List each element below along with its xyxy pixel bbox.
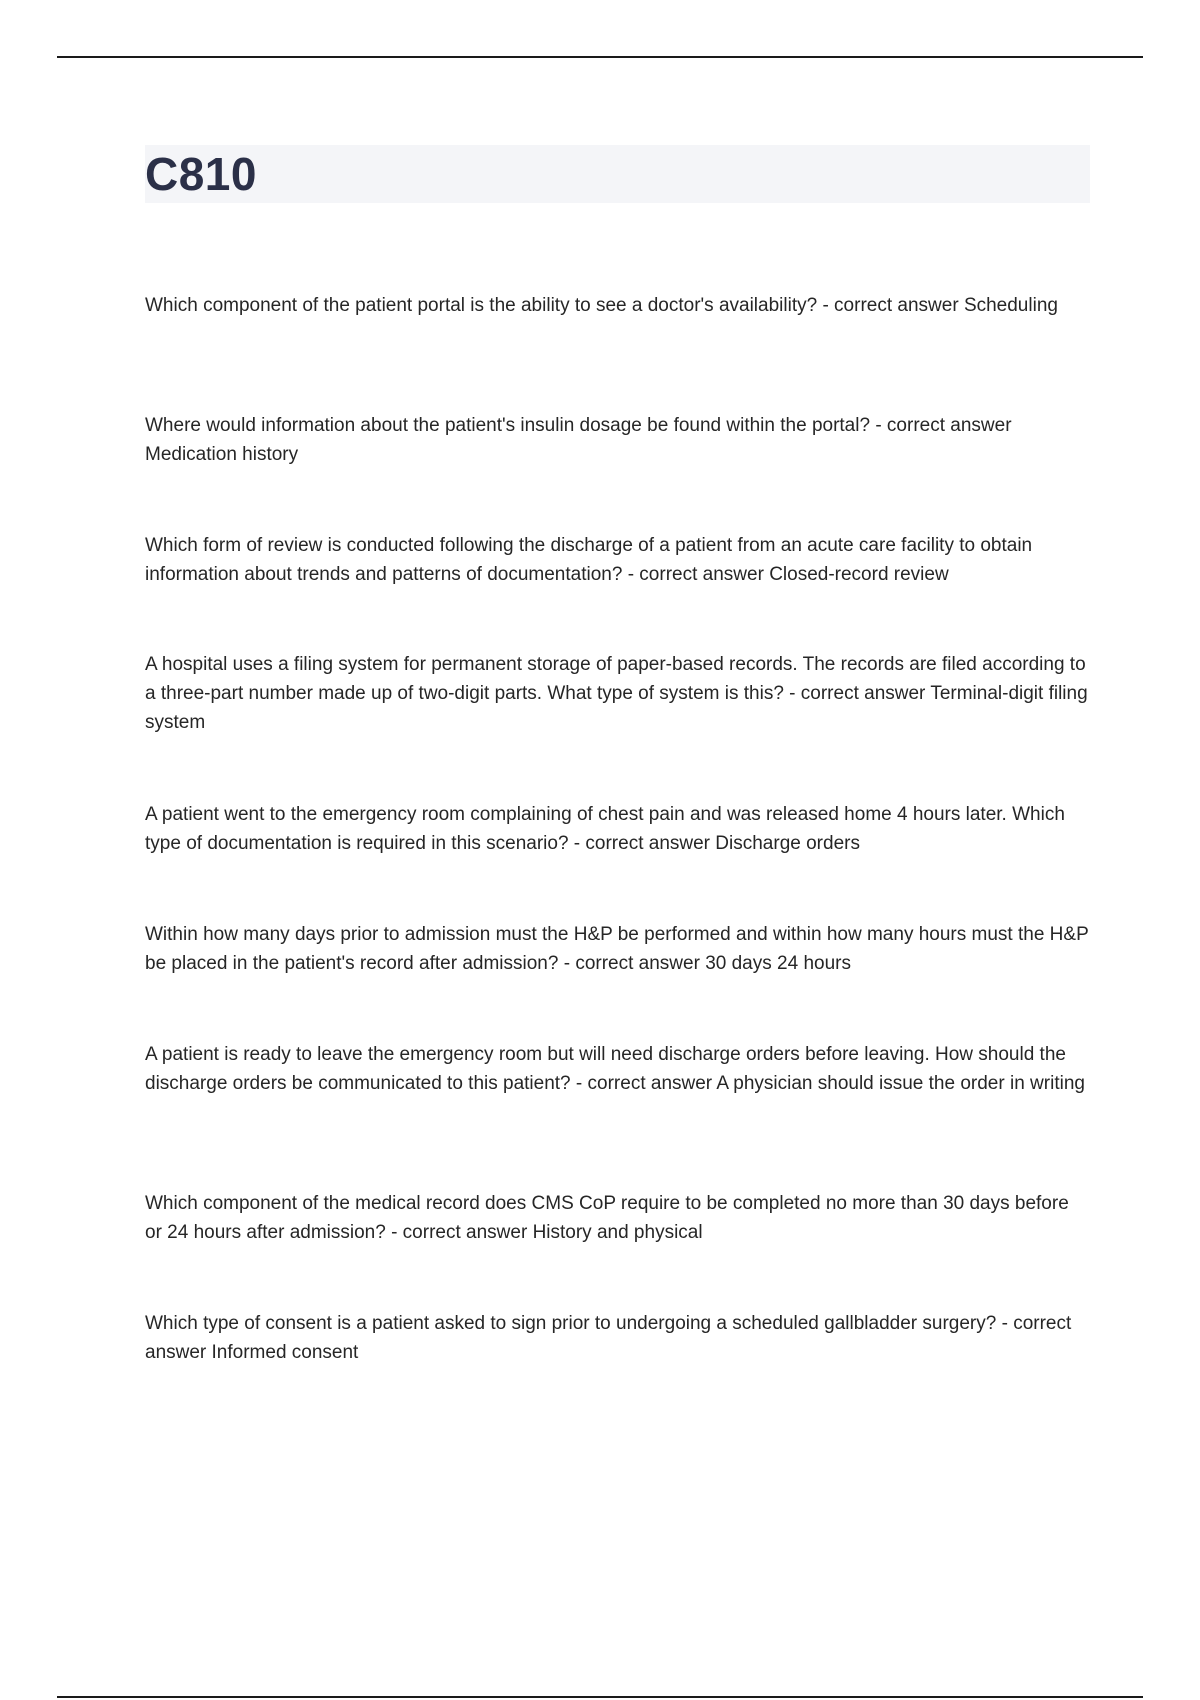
question-text: Which form of review is conducted following the discharge of a patient from an acute care facility to obtain information about trends and patterns of documentation? <box>145 535 1033 585</box>
qa-item <box>145 1309 1090 1367</box>
answer-text: 30 days 24 hours <box>705 953 851 974</box>
answer-text: A physician should issue the order in writing <box>716 1073 1085 1094</box>
bottom-rule <box>57 1696 1143 1698</box>
answer-separator: - correct answer <box>870 415 1012 436</box>
answer-text: Discharge orders <box>715 833 860 854</box>
answer-separator: - correct answer <box>145 1313 1072 1363</box>
answer-separator: - correct answer <box>385 1222 533 1243</box>
answer-separator: - correct answer <box>568 833 716 854</box>
qa-item <box>145 650 1090 737</box>
answer-separator: - correct answer <box>817 295 964 316</box>
top-rule <box>57 56 1143 58</box>
question-text: Within how many days prior to admission must the H&P be performed and within how many hours must the H&P be placed in the patient's record after admission? <box>145 924 1089 974</box>
answer-text: Terminal-digit filing system <box>145 683 1088 733</box>
answer-text: Scheduling <box>963 295 1058 316</box>
document-title: C810 <box>145 148 257 200</box>
question-text: A patient went to the emergency room complaining of chest pain and was released home 4 hours later. Which type of documentation is required in this scenario? <box>145 804 1065 854</box>
question-text: A patient is ready to leave the emergency room but will need discharge orders before leaving. How should the discharge orders be communicated to this patient? <box>145 1044 1066 1094</box>
qa-item <box>145 411 1090 469</box>
qa-item <box>145 800 1090 858</box>
qa-item <box>145 1040 1090 1098</box>
title-band <box>145 145 1090 203</box>
qa-item <box>145 291 1090 320</box>
qa-item <box>145 1189 1090 1247</box>
question-text: A hospital uses a filing system for permanent storage of paper-based records. The records are filed according to a three-part number made up of two-digit parts. What type of system is this? <box>145 654 1086 704</box>
question-text: Which component of the medical record does CMS CoP require to be completed no more than 30 days before or 24 hours after admission? <box>145 1193 1069 1243</box>
question-text: Which type of consent is a patient asked to sign prior to undergoing a scheduled gallbladder surgery? <box>145 1313 997 1334</box>
answer-separator: - correct answer <box>783 683 931 704</box>
question-text: Where would information about the patient's insulin dosage be found within the portal? <box>145 415 871 436</box>
answer-text: History and physical <box>532 1222 703 1243</box>
qa-item <box>145 920 1090 978</box>
answer-text: Informed consent <box>211 1342 359 1363</box>
answer-text: Closed-record review <box>769 564 949 585</box>
qa-item <box>145 531 1090 589</box>
answer-separator: - correct answer <box>570 1073 717 1094</box>
question-text: Which component of the patient portal is the ability to see a doctor's availability? <box>145 295 818 316</box>
answer-separator: - correct answer <box>558 953 706 974</box>
answer-text: Medication history <box>145 444 299 465</box>
answer-separator: - correct answer <box>622 564 770 585</box>
